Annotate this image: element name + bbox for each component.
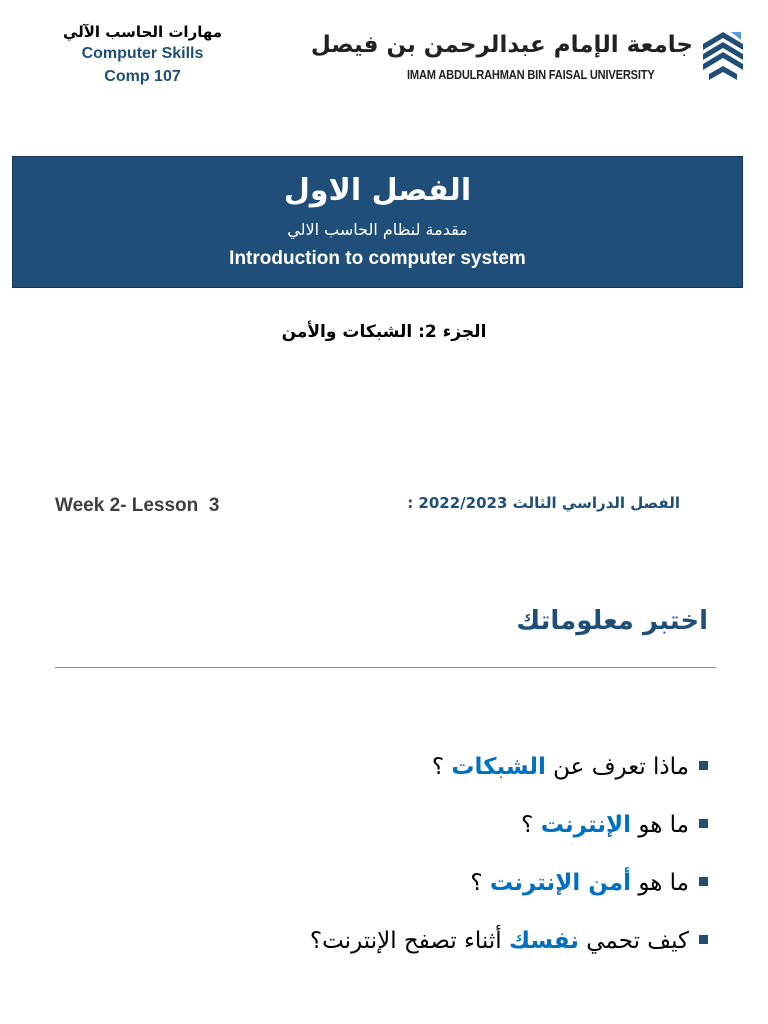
list-item (58, 738, 708, 796)
course-header (40, 22, 245, 88)
question-keyword: الإنترنت (540, 812, 632, 838)
chapter-title: الفصل الاول (283, 173, 472, 208)
chapter-subtitle-arabic: مقدمة لنظام الحاسب الالي (287, 220, 468, 239)
university-logo-icon (701, 30, 745, 88)
question-suffix: ؟ (521, 812, 534, 838)
chapter-banner (12, 156, 743, 288)
list-item (58, 854, 708, 912)
question-text: ما هو (638, 870, 689, 896)
question-keyword: نفسك (508, 928, 579, 954)
question-keyword: أمن الإنترنت (489, 870, 632, 896)
university-logo-block (310, 28, 749, 96)
question-list (58, 738, 708, 970)
part-heading: الجزء 2: الشبكات والأمن (281, 322, 487, 342)
chapter-subtitle-english: Introduction to computer system (229, 248, 526, 269)
university-name-arabic: جامعة الإمام عبدالرحمن بن فيصل (310, 32, 693, 58)
question-text: ماذا تعرف عن (553, 754, 689, 780)
question-text: ما هو (638, 812, 689, 838)
semester-label (378, 494, 680, 512)
question-suffix: ؟ (470, 870, 483, 896)
square-bullet-icon (699, 935, 708, 944)
list-item (58, 796, 708, 854)
question-suffix: أثناء تصفح الإنترنت؟ (309, 928, 502, 954)
question-keyword: الشبكات (451, 754, 546, 780)
course-title-arabic: مهارات الحاسب الآلي (62, 23, 223, 41)
square-bullet-icon (699, 819, 708, 828)
square-bullet-icon (699, 877, 708, 886)
question-suffix: ؟ (431, 754, 445, 780)
divider-line (55, 667, 716, 668)
university-name-english: IMAM ABDULRAHMAN BIN FAISAL UNIVERSITY (407, 68, 655, 82)
week-lesson-label: Week 2- Lesson 3 (55, 495, 220, 516)
course-code: Comp 107 (104, 68, 181, 85)
question-text: كيف تحمي (586, 928, 689, 954)
semester-year: : 2022/2023 (407, 494, 508, 512)
quiz-title: اختبر معلوماتك (516, 606, 708, 636)
semester-name: الفصل الدراسي الثالث (512, 494, 680, 512)
course-name: Computer Skills (81, 45, 204, 62)
list-item (58, 912, 708, 970)
square-bullet-icon (699, 761, 708, 770)
